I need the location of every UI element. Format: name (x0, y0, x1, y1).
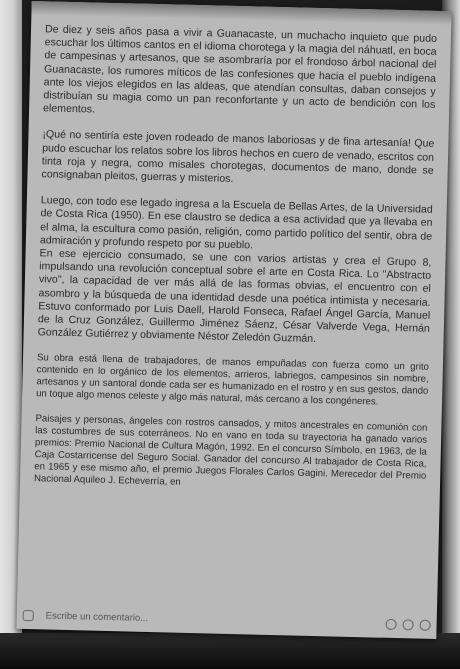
paragraph-premios: Paisajes y personas, ángeles con rostros cansados, y mitos ancestrales en comunión con las costumbres de sus coterráneos. No en vano en toda su trayectoria ha ganado varios premios: Premio Nacional de Cultura Magón, 1992. En el concurso Símbolo, en 1963, de la Caja Costarricense del Seguro Social. Ganador del concurso Al trabajador de Costa Rica, en 1965 y ese mismo año, el premio Juegos Florales Carlos Gagini. Merecedor del Premio Nacional Aquileo J. Echeverría, en (33, 413, 428, 489)
gif-icon[interactable] (402, 619, 413, 630)
camera-icon[interactable] (23, 609, 34, 620)
comment-bar[interactable] (23, 607, 431, 633)
article-body (34, 23, 437, 508)
paragraph-guanacaste: De diez y seis años pasa a vivir a Guanacaste, un muchacho inquieto que pudo escuchar los últimos cantos en el idioma chorotega y la magia del náhuatl, en boca de campesinas y artesanos, que se asombraría por el frondoso árbol nacional del Guanacaste, los rumores míticos de las confesiones que hacia el pueblo indígena ante los viejos elegidos en las aldeas, que atendían consultas, daban consejos y distribuían su magia como un pan reconfortante y un acto de bendición con los elementos. (42, 23, 438, 116)
paragraph-artesania: ¡Qué no sentiría este joven rodeado de manos laboriosas y de fina artesanía! Que pudo escuchar los relatos sobre los libros hechos en cuero de venado, escritos con tinta roja y negra, como misales chorotegas, documentos de mano, donde se consignaban pleitos, guerras y misterios. (41, 128, 435, 185)
paragraph-obra: Su obra está llena de trabajadores, de manos empuñadas con fuerza como un grito contenido en lo orgánico de los elementos, arrieros, labriegos, campesinos sin nombre, artesanos y un santoral donde cada ser es humanizado en el rostro y en sus gestos, dando un toque algo menos celeste y algo más natural, más cercano a los congéneres. (35, 352, 430, 409)
sticker-icon[interactable] (419, 619, 430, 630)
table-shadow (0, 633, 460, 669)
emoji-icon[interactable] (385, 618, 396, 629)
printed-page (16, 1, 451, 639)
paragraph-grupo-8: En ese ejercicio consumado, se une con varios artistas y crea el Grupo 8, impulsando una revolución conceptual sobre el arte en Costa Rica. Lo "Abstracto vivo", la capacidad de ver más allá de las formas obvias, el encuentro con el asombro y la búsqueda de una identidad desde una poética intimista y necesaria. Estuvo conformado por Luis Daell, Harold Fonseca, Rafael Ángel García, Manuel de la Cruz González, Guillermo Jiménez Sáenz, César Valverde Vega, Hernán González Gutiérrez y obviamente Néstor Zeledón Guzmán. (37, 247, 432, 346)
page-top-shadow (31, 1, 451, 25)
comment-input[interactable]: Escribe un comentario... (45, 609, 149, 624)
paragraph-bellas-artes: Luego, con todo ese legado ingresa a la Escuela de Bellas Artes, de la Universidad de Costa Rica (1950). En ese claustro se dedica a esa actividad que ya llevaba en el alma, la escultura como pasión, religión, como partido político del sentir, obra de admiración y profundo respeto por su pueblo. (39, 194, 433, 252)
